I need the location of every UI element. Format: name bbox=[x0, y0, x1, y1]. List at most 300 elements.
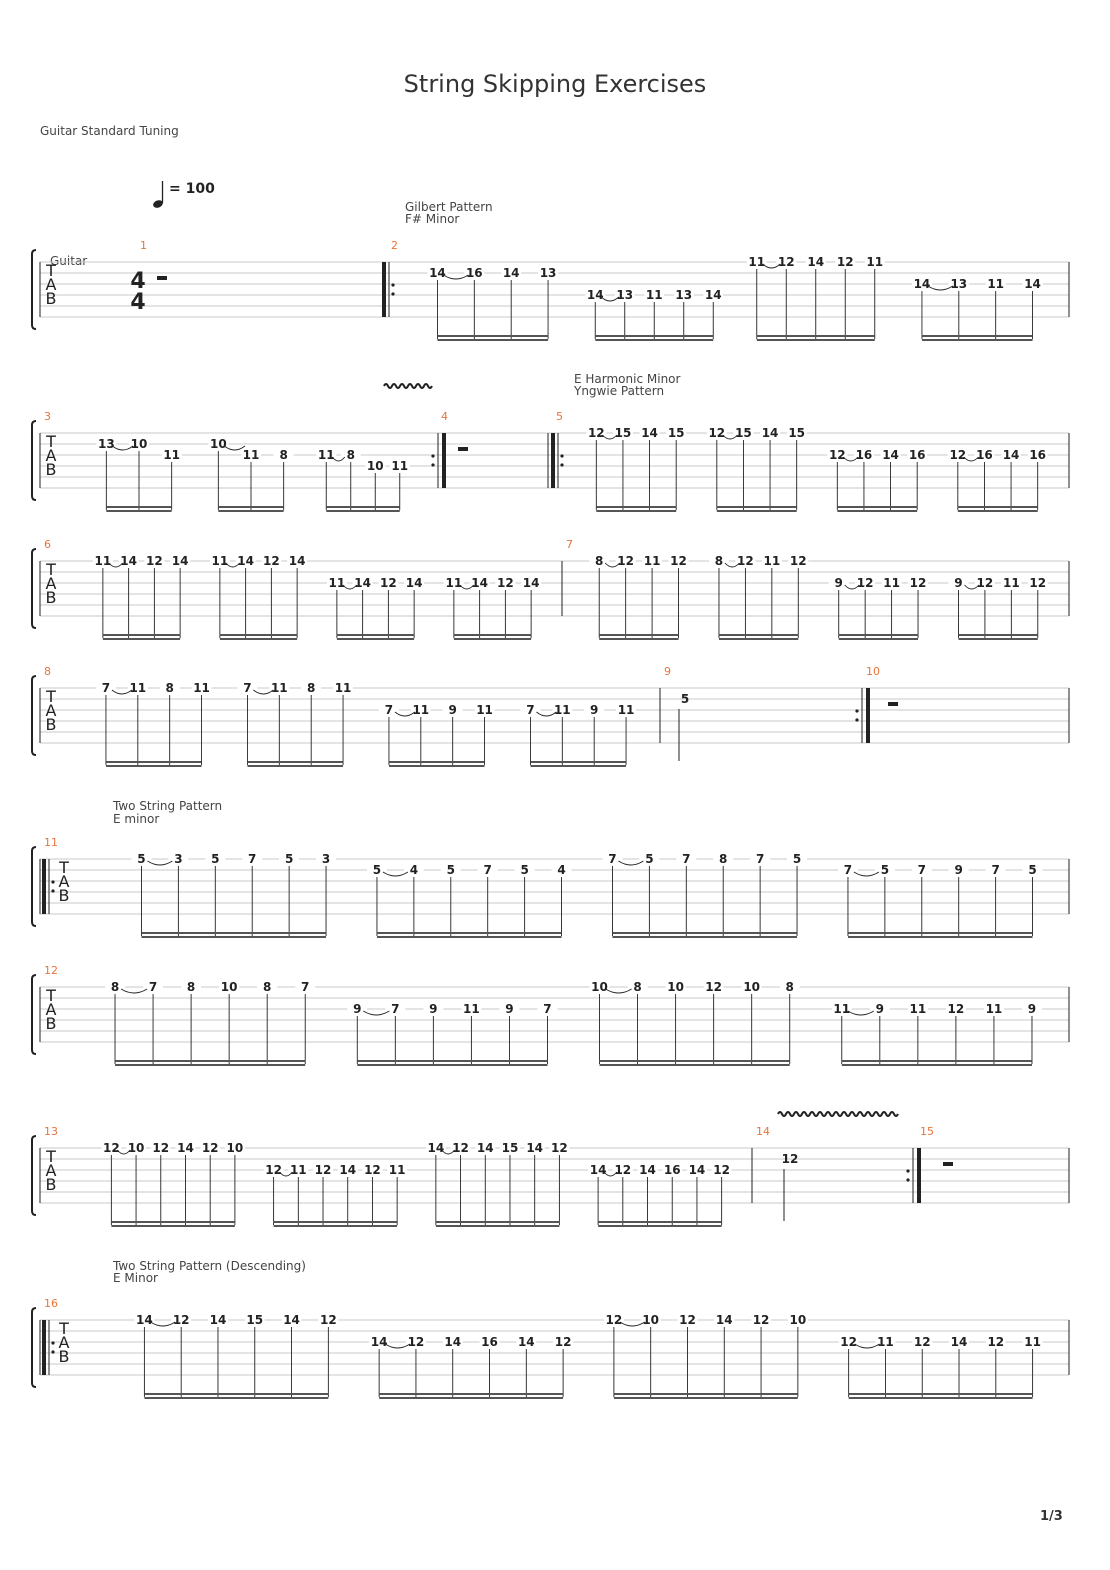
beam bbox=[958, 634, 1037, 636]
beam bbox=[842, 1060, 1032, 1062]
fret-number: 13 bbox=[539, 266, 557, 280]
fret-number: 12 bbox=[987, 1335, 1005, 1349]
beam bbox=[849, 1393, 1033, 1395]
beam bbox=[103, 634, 180, 636]
beam bbox=[837, 510, 917, 512]
repeat-thick-bar bbox=[42, 859, 46, 914]
beam bbox=[614, 1397, 798, 1399]
fret-number: 12 bbox=[856, 576, 874, 590]
section-annotation: F# Minor bbox=[405, 212, 460, 226]
repeat-dot bbox=[391, 283, 394, 286]
beam bbox=[115, 1060, 305, 1062]
repeat-thick-bar bbox=[551, 433, 555, 488]
beam bbox=[958, 510, 1038, 512]
fret-number: 10 bbox=[743, 980, 761, 994]
system-bracket bbox=[32, 847, 36, 926]
beam bbox=[379, 1393, 563, 1395]
fret-number: 14 bbox=[761, 426, 779, 440]
fret-number: 12 bbox=[947, 1002, 965, 1016]
fret-number: 12 bbox=[705, 980, 722, 994]
fret-number: 7 bbox=[384, 703, 394, 717]
system-bracket bbox=[32, 1308, 36, 1387]
measure-number: 16 bbox=[44, 1297, 58, 1310]
fret-number: 14 bbox=[237, 554, 254, 568]
beam bbox=[922, 335, 1033, 337]
fret-number: 11 bbox=[877, 1335, 894, 1349]
system-bracket bbox=[32, 975, 36, 1054]
fret-number: 7 bbox=[243, 681, 252, 695]
beam bbox=[719, 638, 798, 640]
fret-number: 10 bbox=[127, 1141, 145, 1155]
fret-number: 12 bbox=[670, 554, 687, 568]
tab-clef-letter: B bbox=[45, 1014, 57, 1033]
fret-number: 10 bbox=[667, 980, 684, 994]
fret-number: 14 bbox=[522, 576, 540, 590]
fret-number: 14 bbox=[471, 576, 488, 590]
repeat-thick-bar bbox=[866, 688, 870, 743]
fret-number: 12 bbox=[554, 1335, 572, 1349]
fret-number: 11 bbox=[617, 703, 635, 717]
fret-number: 14 bbox=[177, 1141, 194, 1155]
fret-number: 13 bbox=[950, 277, 968, 291]
measure-number: 12 bbox=[44, 964, 58, 977]
fret-number: 14 bbox=[639, 1163, 656, 1177]
fret-number: 8 bbox=[263, 980, 272, 994]
fret-number: 5 bbox=[284, 852, 294, 866]
beam bbox=[274, 1225, 398, 1227]
beam bbox=[842, 1064, 1032, 1066]
fret-number: 11 bbox=[391, 459, 409, 473]
fret-number: 13 bbox=[675, 288, 693, 302]
fret-number: 11 bbox=[985, 1002, 1003, 1016]
fret-number: 16 bbox=[465, 266, 483, 280]
fret-number: 9 bbox=[875, 1002, 884, 1016]
beam bbox=[717, 510, 797, 512]
half-rest bbox=[458, 447, 468, 451]
measure-number: 5 bbox=[556, 410, 563, 423]
beam bbox=[377, 936, 562, 938]
fret-number: 11 bbox=[289, 1163, 307, 1177]
system-bracket bbox=[32, 421, 36, 500]
tab-clef-letter: A bbox=[45, 275, 57, 294]
fret-number: 14 bbox=[807, 255, 825, 269]
measure-number: 10 bbox=[866, 665, 880, 678]
fret-number: 14 bbox=[913, 277, 931, 291]
repeat-thick-bar bbox=[382, 262, 386, 317]
fret-number: 8 bbox=[595, 554, 604, 568]
fret-number: 5 bbox=[792, 852, 802, 866]
fret-number: 11 bbox=[412, 703, 430, 717]
beam bbox=[614, 1393, 798, 1395]
repeat-dot bbox=[51, 1341, 54, 1344]
repeat-dot bbox=[51, 880, 54, 883]
fret-number: 16 bbox=[481, 1335, 498, 1349]
fret-number: 14 bbox=[882, 448, 899, 462]
measure-number: 15 bbox=[920, 1125, 934, 1138]
fret-number: 12 bbox=[976, 576, 994, 590]
fret-number: 11 bbox=[129, 681, 147, 695]
fret-number: 14 bbox=[429, 266, 446, 280]
repeat-dot bbox=[855, 718, 858, 721]
beam bbox=[612, 932, 797, 934]
fret-number: 5 bbox=[1028, 863, 1037, 877]
tab-clef-letter: B bbox=[45, 289, 57, 308]
fret-number: 11 bbox=[270, 681, 288, 695]
fret-number: 14 bbox=[136, 1313, 153, 1327]
tab-clef-letter: T bbox=[59, 1319, 69, 1338]
half-rest bbox=[943, 1162, 953, 1166]
beam bbox=[141, 932, 326, 934]
tab-clef-letter: A bbox=[58, 1333, 70, 1352]
fret-number: 3 bbox=[174, 852, 183, 866]
repeat-dot bbox=[431, 463, 434, 466]
fret-number: 12 bbox=[364, 1163, 381, 1177]
fret-number: 5 bbox=[211, 852, 220, 866]
fret-number: 11 bbox=[476, 703, 493, 717]
section-annotation: E minor bbox=[113, 812, 160, 826]
beam bbox=[839, 638, 918, 640]
fret-number: 14 bbox=[444, 1335, 462, 1349]
tab-clef-letter: T bbox=[46, 1147, 56, 1166]
fret-number: 12 bbox=[752, 1313, 770, 1327]
beam bbox=[103, 638, 180, 640]
fret-number: 14 bbox=[288, 554, 306, 568]
fret-number: 12 bbox=[103, 1141, 120, 1155]
fret-number: 3 bbox=[321, 852, 331, 866]
fret-number: 11 bbox=[94, 554, 112, 568]
fret-number: 11 bbox=[445, 576, 463, 590]
fret-number: 5 bbox=[645, 852, 654, 866]
fret-number: 9 bbox=[505, 1002, 514, 1016]
system-bracket bbox=[32, 676, 36, 755]
beam bbox=[220, 638, 297, 640]
tab-clef-letter: A bbox=[45, 701, 57, 720]
fret-number: 11 bbox=[866, 255, 884, 269]
fret-number: 16 bbox=[663, 1163, 681, 1177]
fret-number: 7 bbox=[101, 681, 111, 695]
fret-number: 14 bbox=[1002, 448, 1020, 462]
half-rest bbox=[157, 276, 167, 280]
fret-number: 14 bbox=[1024, 277, 1041, 291]
repeat-dot bbox=[51, 889, 54, 892]
tab-clef-letter: T bbox=[46, 560, 56, 579]
page-number: 1/3 bbox=[1040, 1509, 1063, 1524]
fret-number: 12 bbox=[737, 554, 754, 568]
fret-number: 10 bbox=[209, 437, 227, 451]
fret-number: 11 bbox=[987, 277, 1005, 291]
score-title: String Skipping Exercises bbox=[403, 70, 707, 98]
fret-number: 15 bbox=[614, 426, 632, 440]
fret-number: 14 bbox=[427, 1141, 445, 1155]
beam bbox=[530, 765, 626, 767]
beam bbox=[218, 510, 283, 512]
measure-number: 14 bbox=[756, 1125, 770, 1138]
fret-number: 9 bbox=[1027, 1002, 1037, 1016]
beam bbox=[106, 761, 202, 763]
repeat-dot bbox=[906, 1178, 909, 1181]
tab-clef-letter: T bbox=[46, 687, 56, 706]
beam bbox=[600, 1064, 790, 1066]
tab-clef-letter: T bbox=[46, 261, 56, 280]
repeat-thick-bar bbox=[42, 1320, 46, 1375]
fret-number: 12 bbox=[913, 1335, 931, 1349]
tab-clef-letter: B bbox=[45, 1175, 57, 1194]
tab-clef-letter: T bbox=[46, 986, 56, 1005]
beam bbox=[922, 339, 1033, 341]
measure-number: 11 bbox=[44, 836, 58, 849]
fret-number: 7 bbox=[608, 852, 617, 866]
fret-number: 9 bbox=[590, 703, 599, 717]
time-signature-top: 4 bbox=[130, 269, 146, 294]
beam bbox=[599, 638, 678, 640]
fret-number: 12 bbox=[314, 1163, 332, 1177]
section-annotation: Two String Pattern (Descending) bbox=[113, 1259, 306, 1273]
fret-number: 12 bbox=[407, 1335, 425, 1349]
half-rest bbox=[888, 702, 898, 706]
fret-number: 11 bbox=[833, 1002, 851, 1016]
fret-number: 12 bbox=[497, 576, 514, 590]
fret-number: 14 bbox=[526, 1141, 544, 1155]
fret-number: 8 bbox=[346, 448, 355, 462]
fret-number: 12 bbox=[781, 1152, 799, 1166]
beam bbox=[454, 634, 531, 636]
fret-number: 8 bbox=[633, 980, 642, 994]
beam bbox=[220, 634, 297, 636]
section-annotation: E Harmonic Minor bbox=[574, 372, 681, 386]
tuning-label: Guitar Standard Tuning bbox=[40, 124, 179, 138]
beam bbox=[437, 335, 548, 337]
fret-number: 11 bbox=[883, 576, 900, 590]
fret-number: 15 bbox=[501, 1141, 519, 1155]
fret-number: 12 bbox=[201, 1141, 219, 1155]
tab-clef-letter: A bbox=[58, 872, 70, 891]
fret-number: 4 bbox=[409, 863, 419, 877]
beam bbox=[849, 1397, 1033, 1399]
fret-number: 14 bbox=[120, 554, 137, 568]
fret-number: 11 bbox=[163, 448, 181, 462]
beam bbox=[141, 936, 326, 938]
fret-number: 12 bbox=[1029, 576, 1047, 590]
fret-number: 5 bbox=[520, 863, 529, 877]
fret-number: 9 bbox=[448, 703, 457, 717]
measure-number: 8 bbox=[44, 665, 51, 678]
fret-number: 11 bbox=[334, 681, 352, 695]
beam bbox=[144, 1397, 328, 1399]
fret-number: 14 bbox=[704, 288, 722, 302]
beam bbox=[144, 1393, 328, 1395]
fret-number: 12 bbox=[265, 1163, 282, 1177]
fret-number: 9 bbox=[353, 1002, 362, 1016]
beam bbox=[357, 1060, 547, 1062]
fret-number: 15 bbox=[667, 426, 685, 440]
fret-number: 7 bbox=[148, 980, 158, 994]
tab-clef-letter: A bbox=[45, 1000, 57, 1019]
tab-clef-letter: T bbox=[46, 432, 56, 451]
fret-number: 11 bbox=[1024, 1335, 1041, 1349]
fret-number: 16 bbox=[855, 448, 873, 462]
beam bbox=[326, 510, 400, 512]
tab-clef-letter: T bbox=[59, 858, 69, 877]
fret-number: 16 bbox=[908, 448, 926, 462]
repeat-thick-bar bbox=[442, 433, 446, 488]
beam bbox=[274, 1221, 398, 1223]
beam bbox=[599, 634, 678, 636]
fret-number: 5 bbox=[372, 863, 382, 877]
beam bbox=[598, 1225, 722, 1227]
fret-number: 12 bbox=[263, 554, 280, 568]
tab-clef-letter: A bbox=[45, 446, 57, 465]
measure-number: 2 bbox=[391, 239, 398, 252]
fret-number: 12 bbox=[380, 576, 397, 590]
fret-number: 12 bbox=[551, 1141, 568, 1155]
measure-number: 13 bbox=[44, 1125, 58, 1138]
tab-clef-letter: B bbox=[45, 715, 57, 734]
beam bbox=[379, 1397, 563, 1399]
vibrato-mark bbox=[384, 384, 432, 388]
fret-number: 12 bbox=[172, 1313, 190, 1327]
repeat-dot bbox=[560, 454, 563, 457]
fret-number: 11 bbox=[645, 288, 663, 302]
fret-number: 14 bbox=[586, 288, 604, 302]
fret-number: 10 bbox=[226, 1141, 244, 1155]
fret-number: 10 bbox=[591, 980, 608, 994]
fret-number: 12 bbox=[146, 554, 163, 568]
fret-number: 12 bbox=[909, 576, 927, 590]
beam bbox=[106, 510, 171, 512]
fret-number: 12 bbox=[840, 1335, 857, 1349]
beam bbox=[598, 1221, 722, 1223]
fret-number: 12 bbox=[789, 554, 807, 568]
fret-number: 7 bbox=[917, 863, 926, 877]
fret-number: 8 bbox=[186, 980, 196, 994]
fret-number: 12 bbox=[152, 1141, 170, 1155]
fret-number: 11 bbox=[463, 1002, 480, 1016]
fret-number: 12 bbox=[320, 1313, 337, 1327]
tab-clef-letter: B bbox=[45, 588, 57, 607]
beam bbox=[596, 506, 676, 508]
fret-number: 12 bbox=[777, 255, 795, 269]
track-name: Guitar bbox=[50, 254, 88, 268]
beam bbox=[111, 1225, 235, 1227]
fret-number: 14 bbox=[589, 1163, 607, 1177]
fret-number: 5 bbox=[446, 863, 455, 877]
fret-number: 11 bbox=[211, 554, 229, 568]
fret-number: 14 bbox=[502, 266, 520, 280]
beam bbox=[247, 765, 343, 767]
fret-number: 10 bbox=[366, 459, 384, 473]
fret-number: 15 bbox=[735, 426, 752, 440]
fret-number: 7 bbox=[543, 1002, 552, 1016]
beam bbox=[600, 1060, 790, 1062]
tempo-label: = 100 bbox=[169, 181, 215, 197]
fret-number: 7 bbox=[301, 980, 310, 994]
fret-number: 8 bbox=[307, 681, 316, 695]
beam bbox=[530, 761, 626, 763]
fret-number: 12 bbox=[614, 1163, 632, 1177]
fret-number: 12 bbox=[708, 426, 726, 440]
fret-number: 13 bbox=[616, 288, 634, 302]
fret-number: 14 bbox=[950, 1335, 968, 1349]
repeat-dot bbox=[431, 454, 434, 457]
fret-number: 10 bbox=[642, 1313, 660, 1327]
fret-number: 12 bbox=[605, 1313, 623, 1327]
beam bbox=[839, 634, 918, 636]
fret-number: 11 bbox=[388, 1163, 406, 1177]
beam bbox=[848, 936, 1033, 938]
fret-number: 8 bbox=[110, 980, 120, 994]
repeat-thick-bar bbox=[917, 1148, 921, 1203]
repeat-dot bbox=[51, 1350, 54, 1353]
beam bbox=[454, 638, 531, 640]
fret-number: 14 bbox=[209, 1313, 227, 1327]
beam bbox=[436, 1221, 560, 1223]
system-bracket bbox=[32, 1136, 36, 1215]
fret-number: 14 bbox=[339, 1163, 357, 1177]
measure-number: 1 bbox=[140, 239, 147, 252]
measure-number: 7 bbox=[566, 538, 573, 551]
tab-clef-letter: B bbox=[45, 460, 57, 479]
fret-number: 12 bbox=[617, 554, 635, 568]
fret-number: 14 bbox=[715, 1313, 733, 1327]
beam bbox=[596, 510, 676, 512]
fret-number: 10 bbox=[220, 980, 238, 994]
beam bbox=[848, 932, 1033, 934]
beam bbox=[389, 765, 485, 767]
fret-number: 7 bbox=[682, 852, 691, 866]
fret-number: 8 bbox=[719, 852, 728, 866]
fret-number: 11 bbox=[1002, 576, 1020, 590]
measure-number: 9 bbox=[664, 665, 671, 678]
beam bbox=[436, 1225, 560, 1227]
measure-number: 3 bbox=[44, 410, 51, 423]
fret-number: 8 bbox=[279, 448, 288, 462]
beam bbox=[106, 506, 171, 508]
repeat-dot bbox=[560, 463, 563, 466]
section-annotation: Yngwie Pattern bbox=[574, 384, 665, 398]
fret-number: 7 bbox=[991, 863, 1000, 877]
fret-number: 7 bbox=[391, 1002, 400, 1016]
repeat-dot bbox=[391, 292, 394, 295]
fret-number: 7 bbox=[755, 852, 765, 866]
beam bbox=[837, 506, 917, 508]
fret-number: 16 bbox=[1029, 448, 1047, 462]
beam bbox=[218, 506, 283, 508]
fret-number: 8 bbox=[714, 554, 724, 568]
fret-number: 11 bbox=[193, 681, 210, 695]
fret-number: 12 bbox=[836, 255, 854, 269]
section-annotation: Two String Pattern bbox=[113, 799, 223, 813]
beam bbox=[337, 638, 414, 640]
fret-number: 12 bbox=[949, 448, 967, 462]
fret-number: 14 bbox=[283, 1313, 300, 1327]
fret-number: 4 bbox=[557, 863, 566, 877]
system-bracket bbox=[32, 549, 36, 628]
fret-number: 9 bbox=[954, 863, 963, 877]
fret-number: 11 bbox=[242, 448, 260, 462]
beam bbox=[377, 932, 562, 934]
beam bbox=[337, 634, 414, 636]
beam bbox=[595, 339, 713, 341]
fret-number: 12 bbox=[828, 448, 846, 462]
fret-number: 13 bbox=[97, 437, 115, 451]
fret-number: 14 bbox=[476, 1141, 494, 1155]
fret-number: 14 bbox=[405, 576, 423, 590]
fret-number: 7 bbox=[843, 863, 853, 877]
fret-number: 10 bbox=[789, 1313, 807, 1327]
repeat-dot bbox=[906, 1169, 909, 1172]
beam bbox=[958, 506, 1038, 508]
beam bbox=[106, 765, 202, 767]
